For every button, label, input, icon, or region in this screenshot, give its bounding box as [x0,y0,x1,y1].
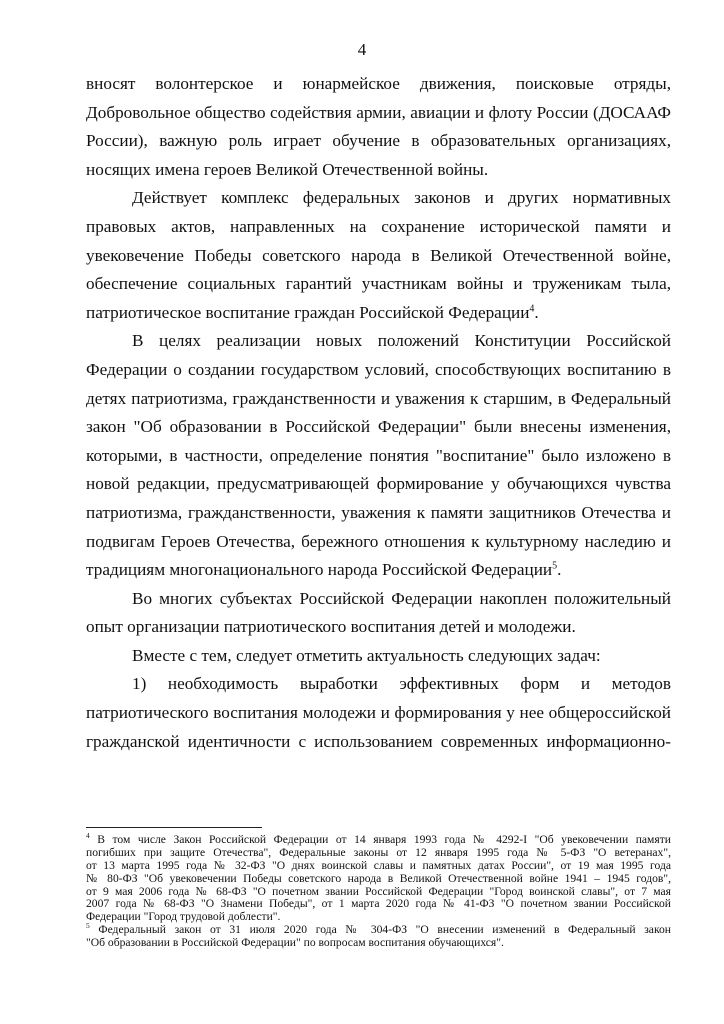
text-line: Федерации о создании государством условий, способствующих воспитанию в [86,359,671,379]
footnote-number: 5 [86,921,90,931]
text-line: 1) необходимость выработки эффективных форм и методов [132,674,671,694]
footnote-line: Федерации "Город трудовой доблести". [86,910,281,924]
text-line: носящих имена героев Великой Отечественной войны. [86,159,489,179]
footnote-line: № 80-ФЗ "Об увековечении Победы советского народа в Великой Отечественной войне 1941 – 1945 годов", [86,871,671,885]
footnote-separator [86,827,262,828]
footnote-line: "Об образовании в Российской Федерации" по вопросам воспитания обучающихся". [86,936,504,950]
text-line: закон "Об образовании в Российской Федерации" были внесены изменения, [86,417,671,437]
document-body [86,70,671,756]
footnotes [86,831,671,950]
text-line: новой редакции, предусматривающей формирование у обучающихся чувства [86,474,671,494]
text-line: гражданской идентичности с использованием современных информационно- [86,731,671,751]
footnote-number: 4 [86,831,90,841]
text-line: увековечение Победы советского народа в Великой Отечественной войне, [86,245,671,265]
text-line: патриотическое воспитание граждан Российской Федерации$^4$. [86,302,539,322]
paragraph [86,70,671,184]
text-line-content: традициям многонационального народа Российской Федерации [86,560,553,580]
text-line: опыт организации патриотического воспитания детей и молодежи. [86,617,576,637]
footnote-line [86,831,671,847]
text-line-content: патриотическое воспитание граждан Российской Федерации [86,302,530,322]
paragraph [86,585,671,642]
text-line: детях патриотизма, гражданственности и уважения к старшим, в Федеральный [86,388,671,408]
footnote-line: от 9 мая 2006 года № 68-ФЗ "О почетном звании Российской Федерации "Город воинской славы", от 7 мая [86,884,671,898]
paragraph [86,184,671,327]
text-line: России), важную роль играет обучение в образовательных организациях, [86,131,671,151]
text-line: Во многих субъектах Российской Федерации накоплен положительный [132,588,671,608]
footnote-5 [86,921,671,950]
text-line: подвигам Героев Отечества, бережного отношения к культурному наследию и [86,531,671,551]
footnote-line: погибших при защите Отечества", Федеральные законы от 12 января 1995 года № 5-ФЗ "О ветеранах", [86,845,671,859]
text-line: правовых актов, направленных на сохранение исторической памяти и [86,216,671,236]
text-line: Добровольное общество содействия армии, авиации и флоту России (ДОСААФ [86,102,671,122]
text-line: патриотического воспитания молодежи и формирования у нее общероссийской [86,703,671,723]
paragraph [86,642,671,671]
text-line: В целях реализации новых положений Конституции Российской [132,331,671,351]
footnote-ref-4[interactable]: 4 [529,303,535,315]
text-line: патриотизма, гражданственности, уважения к памяти защитников Отечества и [86,502,671,522]
paragraph [86,670,671,756]
footnote-ref-5[interactable]: 5 [552,560,558,572]
text-line: Действует комплекс федеральных законов и других нормативных [132,188,671,208]
text-line: вносят волонтерское и юнармейское движения, поисковые отряды, [86,74,671,93]
footnote-4 [86,831,671,924]
footnote-line: от 13 марта 1995 года № 32-ФЗ "О днях воинской славы и памятных датах России", от 19 мая 1995 года [86,858,671,872]
page-number: 4 [357,40,367,59]
footnote-line: 2007 года № 68-ФЗ "О Знамени Победы", от 1 марта 2020 года № 41-ФЗ "О почетном звании Российской [86,897,671,911]
footnote-line-text: В том числе Закон Российской Федерации от 14 января 1993 года № 4292-I "Об увековечении памяти [97,833,671,846]
footnote-line-text: Федеральный закон от 31 июля 2020 года № 304-ФЗ "О внесении изменений в Федеральный закон [98,923,671,937]
text-line: обеспечение социальных гарантий участникам войны и труженикам тыла, [86,274,671,294]
text-line: которыми, в частности, определение понятия "воспитание" было изложено в [86,445,671,465]
text-line: Вместе с тем, следует отметить актуальность следующих задач: [132,645,601,665]
paragraph [86,327,671,584]
text-line: традициям многонационального народа Российской Федерации$^5$. [86,560,562,580]
